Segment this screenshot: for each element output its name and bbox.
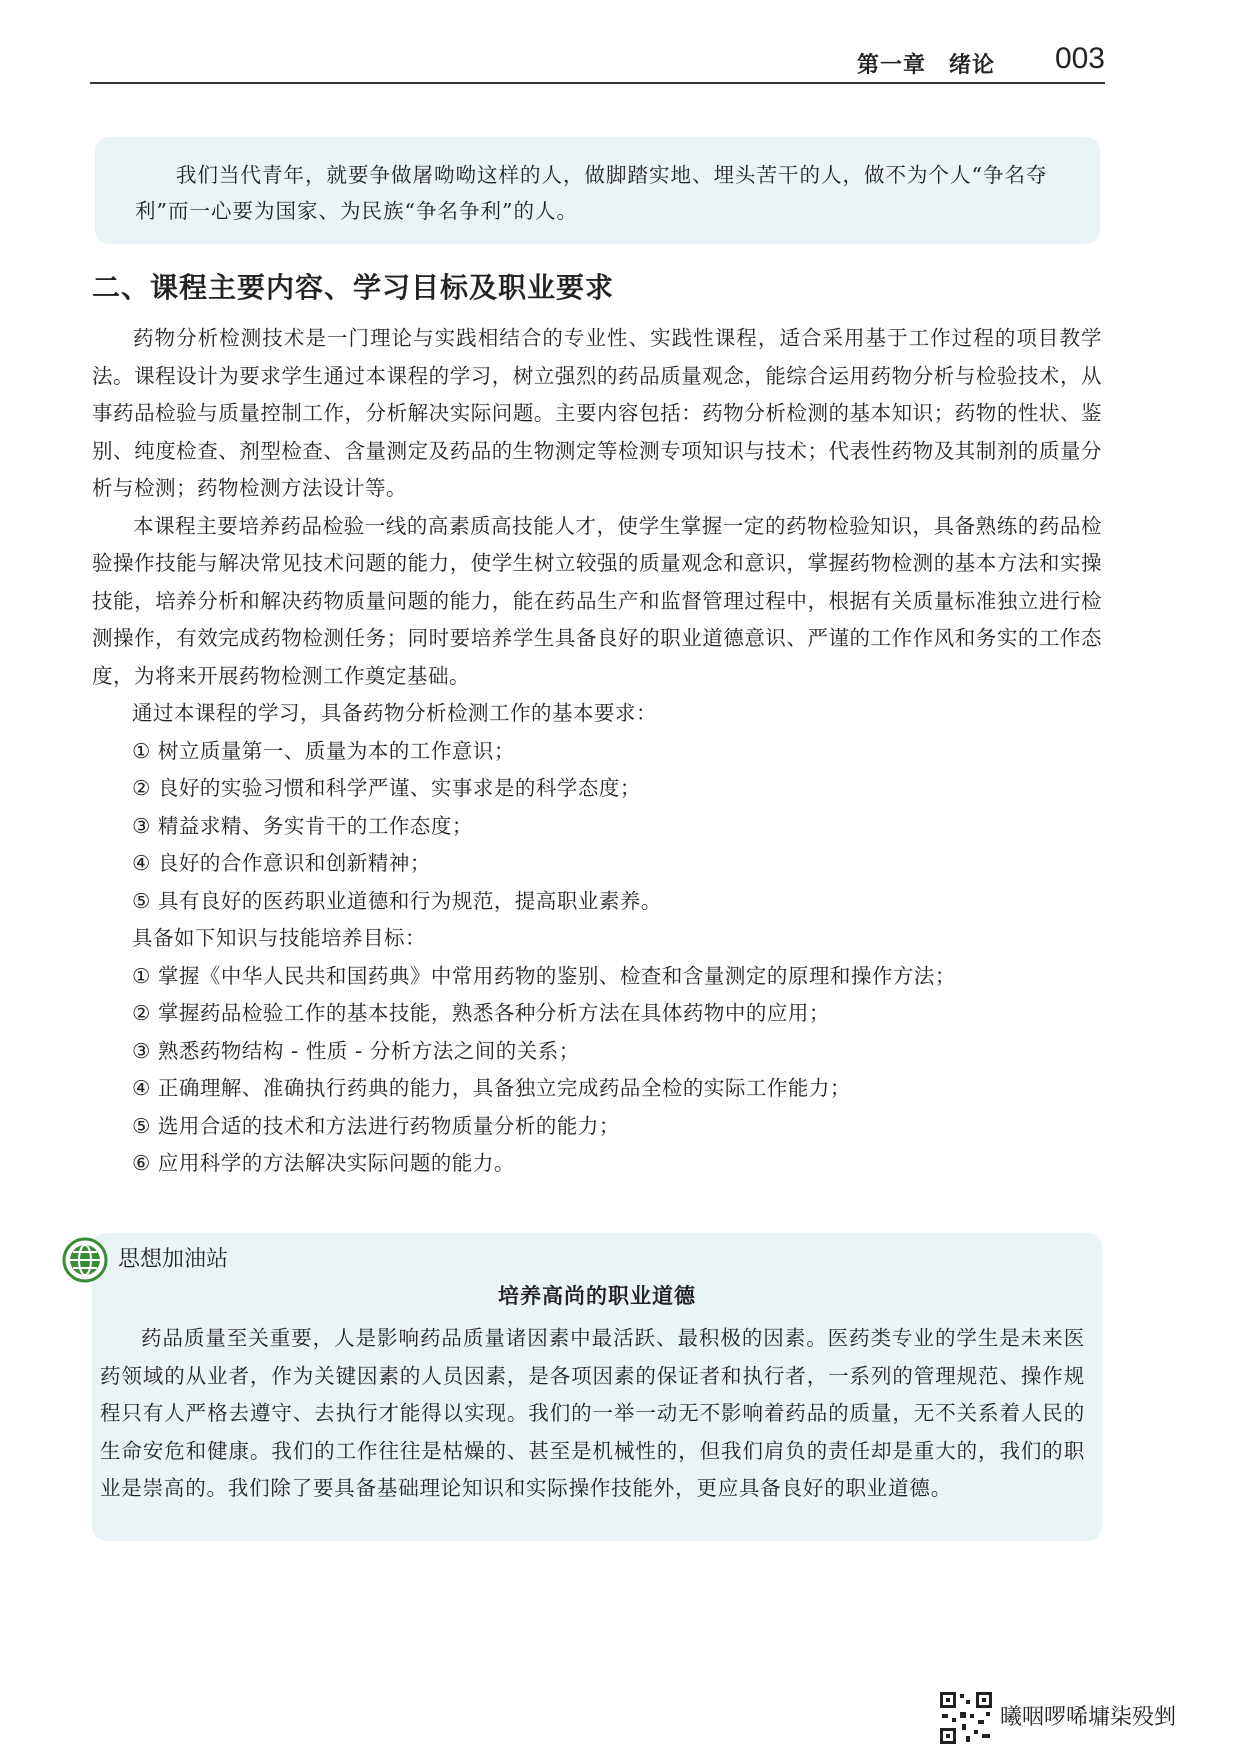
list-item: ① 树立质量第一、质量为本的工作意识； bbox=[132, 738, 515, 763]
list-item: ③ 熟悉药物结构 - 性质 - 分析方法之间的关系； bbox=[132, 1038, 580, 1063]
list-item: ⑤ 选用合适的技术和方法进行药物质量分析的能力； bbox=[132, 1113, 620, 1138]
goals-lead: 具备如下知识与技能培养目标： bbox=[132, 926, 426, 950]
station-paragraph: 药品质量至关重要，人是影响药品质量诸因素中最活跃、最积极的因素。医药类专业的学生是未来医药领域的从业者，作为关键因素的人员因素，是各项因素的保证者和执行者，一系列的管理规范、操作规程只有人严格去遵守、去执行才能得以实现。我们的一举一动无不影响着药品的质量，无不关系着人民的生命安危和健康。我们的工作往往是枯燥的、甚至是机械性的，但我们肩负的责任却是重大的，我们的职业是崇高的。我们除了要具备基础理论知识和实际操作技能外，更应具备良好的职业道德。 bbox=[100, 1326, 1085, 1500]
list-item: ① 掌握《中华人民共和国药典》中常用药物的鉴别、检查和含量测定的原理和操作方法； bbox=[132, 963, 956, 988]
requirements-lead: 通过本课程的学习，具备药物分析检测工作的基本要求： bbox=[132, 701, 657, 725]
station-label: 思想加油站 bbox=[118, 1247, 229, 1272]
section-body bbox=[92, 320, 1102, 1183]
list-item: ⑤ 具有良好的医药职业道德和行为规范，提高职业素养。 bbox=[132, 888, 662, 913]
list-item: ② 掌握药品检验工作的基本技能，熟悉各种分析方法在具体药物中的应用； bbox=[132, 1001, 830, 1025]
page-header bbox=[90, 38, 1105, 84]
list-item: ④ 正确理解、准确执行药典的能力，具备独立完成药品全检的实际工作能力； bbox=[132, 1076, 851, 1100]
paragraph: 本课程主要培养药品检验一线的高素质高技能人才，使学生掌握一定的药物检验知识，具备熟练的药品检验操作技能与解决常见技术问题的能力，使学生树立较强的质量观念和意识，掌握药物检测的基本方法和实操技能，培养分析和解决药物质量问题的能力，能在药品生产和监督管理过程中，根据有关质量标准独立进行检测操作，有效完成药物检测任务；同时要培养学生具备良好的职业道德意识、严谨的工作作风和务实的工作态度，为将来开展药物检测工作奠定基础。 bbox=[92, 513, 1102, 688]
quote-box bbox=[95, 137, 1100, 244]
list-item: ⑥ 应用科学的方法解决实际问题的能力。 bbox=[132, 1151, 515, 1175]
station-subtitle: 培养高尚的职业道德 bbox=[498, 1284, 696, 1308]
section-title: 二、课程主要内容、学习目标及职业要求 bbox=[92, 271, 615, 304]
footer-text: 曦咽啰唏墉柒殁剉 bbox=[1000, 1705, 1177, 1730]
list-item: ④ 良好的合作意识和创新精神； bbox=[132, 851, 431, 875]
paragraph: 药物分析检测技术是一门理论与实践相结合的专业性、实践性课程，适合采用基于工作过程的项目教学法。课程设计为要求学生通过本课程的学习，树立强烈的药品质量观念，能综合运用药物分析与检验技术，从事药品检验与质量控制工作，分析解决实际问题。主要内容包括：药物分析检测的基本知识；药物的性状、鉴别、纯度检查、剂型检查、含量测定及药品的生物测定等检测专项知识与技术；代表性药物及其制剂的质量分析与检测；药物检测方法设计等。 bbox=[92, 326, 1102, 500]
quote-text: 我们当代青年，就要争做屠呦呦这样的人，做脚踏实地、埋头苦干的人，做不为个人“争名夺利”而一心要为国家、为民族“争名争利”的人。 bbox=[135, 163, 1048, 223]
page-number: 003 bbox=[1054, 42, 1105, 75]
list-item: ② 良好的实验习惯和科学严谨、实事求是的科学态度； bbox=[132, 776, 641, 800]
globe-icon bbox=[62, 1237, 108, 1283]
qr-code-icon bbox=[938, 1690, 994, 1746]
list-item: ③ 精益求精、务实肯干的工作态度； bbox=[132, 813, 473, 838]
station-body bbox=[100, 1320, 1085, 1508]
chapter-title: 第一章 绪论 bbox=[856, 53, 995, 78]
